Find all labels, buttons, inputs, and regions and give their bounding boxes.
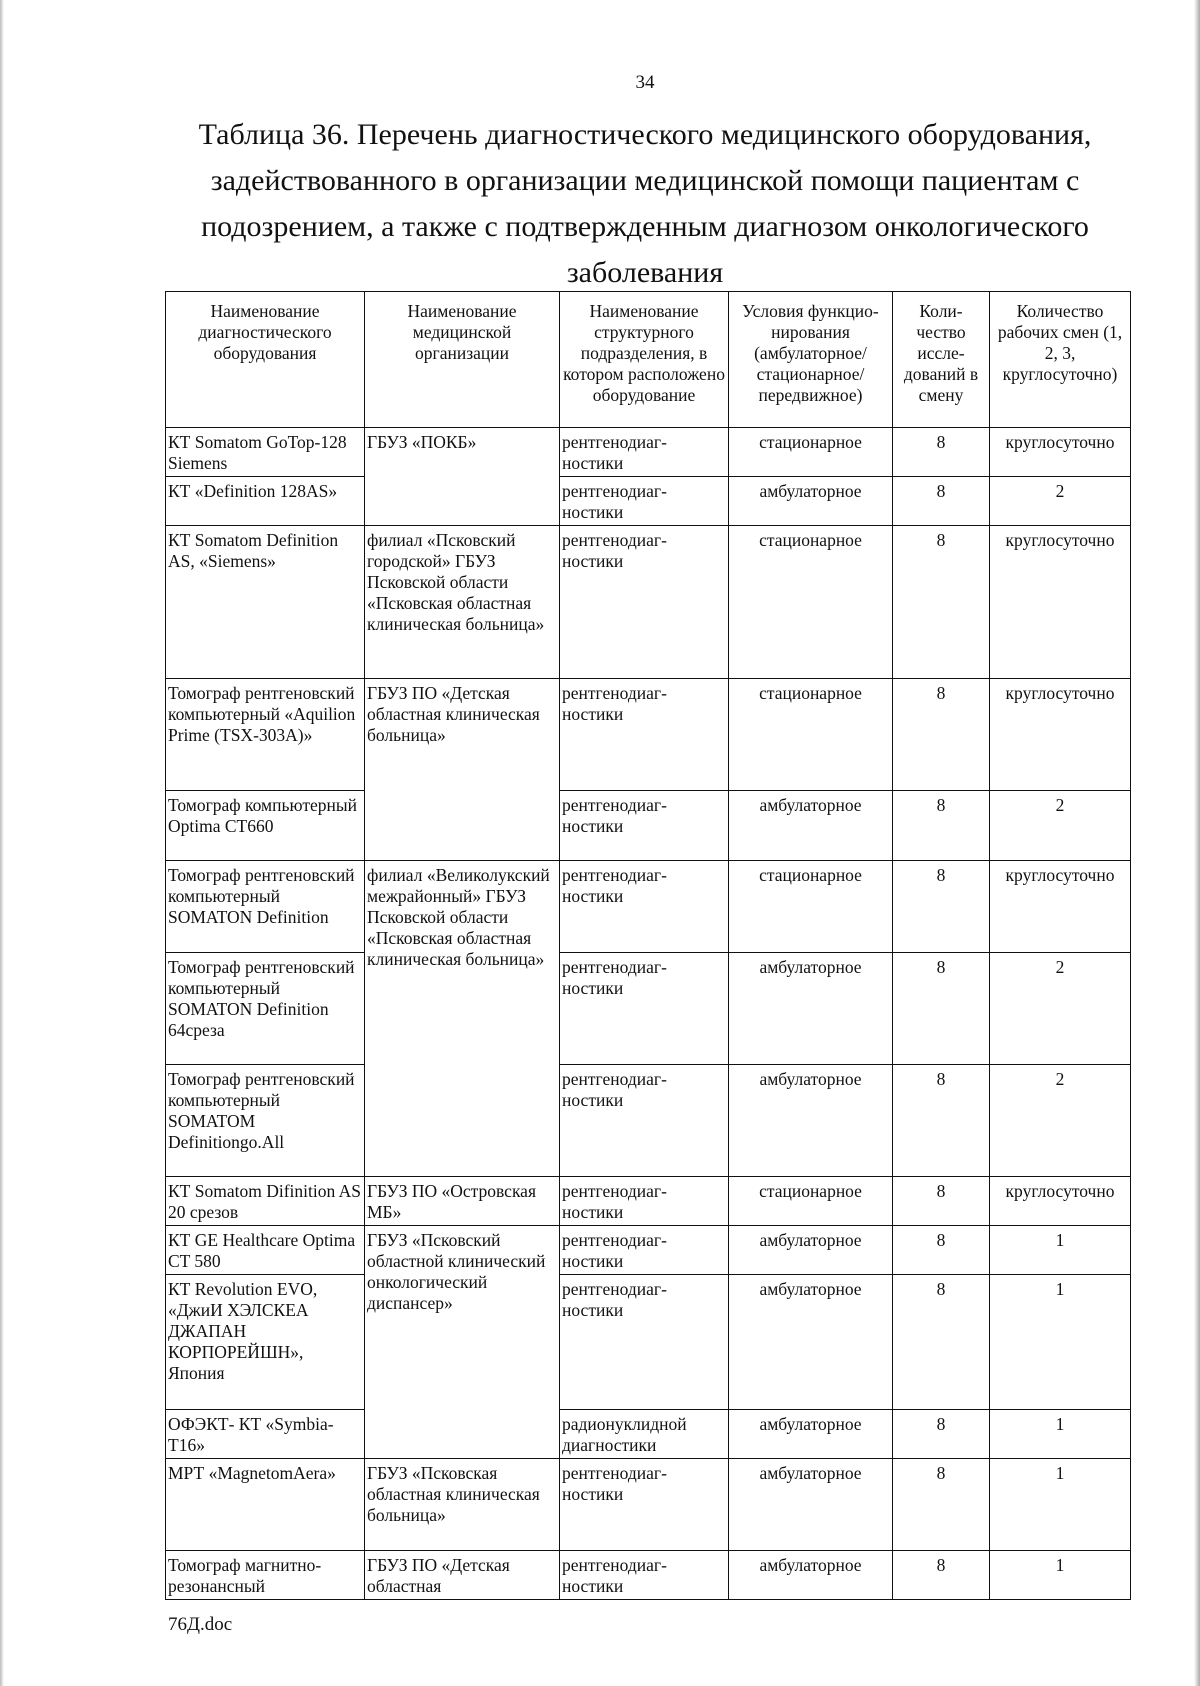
cell-conditions: амбулаторное (729, 1459, 893, 1551)
cell-unit: рентгенодиаг-ностики (560, 1177, 729, 1226)
cell-studies: 8 (893, 1410, 990, 1459)
cell-studies: 8 (893, 1275, 990, 1410)
header-equipment: Наименование диагностического оборудования (166, 292, 365, 428)
cell-equipment: МРТ «MagnetomAera» (166, 1459, 365, 1551)
cell-studies: 8 (893, 526, 990, 679)
table-row (166, 1459, 1131, 1551)
cell-shifts: 1 (990, 1459, 1131, 1551)
cell-unit: рентгенодиаг-ностики (560, 953, 729, 1065)
cell-shifts: круглосуточно (990, 1177, 1131, 1226)
cell-unit: рентгенодиаг-ностики (560, 428, 729, 477)
table-row (166, 1226, 1131, 1275)
table-row (166, 1410, 1131, 1459)
cell-equipment: КТ GE Healthcare Optima CT 580 (166, 1226, 365, 1275)
cell-shifts: 1 (990, 1275, 1131, 1410)
scan-edge-left (0, 0, 4, 1686)
cell-equipment: КТ Somatom GoTop-128 Siemens (166, 428, 365, 477)
table-row (166, 1177, 1131, 1226)
cell-equipment: Томограф компьютерный Optima CT660 (166, 791, 365, 861)
cell-shifts: 2 (990, 477, 1131, 526)
table-row (166, 477, 1131, 526)
table-row (166, 953, 1131, 1065)
cell-conditions: амбулаторное (729, 1226, 893, 1275)
cell-shifts: 2 (990, 1065, 1131, 1177)
cell-organization: ГБУЗ «ПОКБ» (365, 428, 560, 526)
cell-conditions: стационарное (729, 1177, 893, 1226)
cell-unit: рентгенодиаг-ностики (560, 1226, 729, 1275)
cell-shifts: 1 (990, 1410, 1131, 1459)
table-row (166, 861, 1131, 953)
cell-studies: 8 (893, 428, 990, 477)
header-organization: Наименование медицинской организации (365, 292, 560, 428)
cell-unit: рентгенодиаг-ностики (560, 679, 729, 791)
cell-unit: рентгенодиаг-ностики (560, 477, 729, 526)
cell-conditions: стационарное (729, 861, 893, 953)
cell-conditions: амбулаторное (729, 1410, 893, 1459)
table-row (166, 679, 1131, 791)
header-unit: Наименование структурного подразделения, в котором расположено оборудование (560, 292, 729, 428)
cell-equipment: КТ Somatom Definition AS, «Siemens» (166, 526, 365, 679)
cell-conditions: амбулаторное (729, 1275, 893, 1410)
cell-equipment: Томограф магнитно-резонансный (166, 1551, 365, 1600)
cell-organization: ГБУЗ ПО «Детская областная (365, 1551, 560, 1600)
table-row (166, 1551, 1131, 1600)
cell-shifts: круглосуточно (990, 526, 1131, 679)
table-row (166, 526, 1131, 679)
cell-shifts: круглосуточно (990, 861, 1131, 953)
header-shifts: Количество рабочих смен (1, 2, 3, круглосуточно) (990, 292, 1131, 428)
cell-studies: 8 (893, 1551, 990, 1600)
document-filename: 76Д.doc (168, 1614, 233, 1635)
cell-unit: рентгенодиаг-ностики (560, 1551, 729, 1600)
table-row (166, 1275, 1131, 1410)
cell-conditions: амбулаторное (729, 953, 893, 1065)
cell-conditions: амбулаторное (729, 1065, 893, 1177)
header-studies-per-shift: Коли-чество иссле-дований в смену (893, 292, 990, 428)
cell-shifts: 1 (990, 1551, 1131, 1600)
cell-studies: 8 (893, 861, 990, 953)
cell-shifts: круглосуточно (990, 428, 1131, 477)
cell-conditions: стационарное (729, 428, 893, 477)
cell-shifts: круглосуточно (990, 679, 1131, 791)
cell-unit: рентгенодиаг-ностики (560, 1065, 729, 1177)
equipment-table (165, 291, 1131, 1600)
page-number: 34 (635, 72, 655, 93)
cell-equipment: КТ «Definition 128AS» (166, 477, 365, 526)
header-conditions: Условия функцио-нирования (амбулаторное/ стационарное/ передвижное) (729, 292, 893, 428)
cell-equipment: КТ Revolution EVO, «ДжиИ ХЭЛСКЕА ДЖАПАН КОРПОРЕЙШН», Япония (166, 1275, 365, 1410)
table-header-row (166, 292, 1131, 428)
cell-equipment: Томограф рентгеновский компьютерный SOMATON Definition (166, 861, 365, 953)
cell-organization: ГБУЗ «Псковская областная клиническая больница» (365, 1459, 560, 1551)
cell-conditions: стационарное (729, 679, 893, 791)
cell-conditions: амбулаторное (729, 1551, 893, 1600)
cell-equipment: ОФЭКТ- КТ «Symbia-T16» (166, 1410, 365, 1459)
cell-equipment: Томограф рентгеновский компьютерный SOMATOM Definitiongo.All (166, 1065, 365, 1177)
cell-shifts: 2 (990, 791, 1131, 861)
cell-equipment: Томограф рентгеновский компьютерный «Aquilion Prime (TSX-303A)» (166, 679, 365, 791)
cell-studies: 8 (893, 791, 990, 861)
cell-unit: рентгенодиаг-ностики (560, 861, 729, 953)
cell-equipment: КТ Somatom Difinition AS 20 срезов (166, 1177, 365, 1226)
cell-organization: филиал «Псковский городской» ГБУЗ Псковской области «Псковская областная клиническая больница» (365, 526, 560, 679)
table-row (166, 1065, 1131, 1177)
cell-unit: радионуклидной диагностики (560, 1410, 729, 1459)
cell-unit: рентгенодиаг-ностики (560, 1275, 729, 1410)
cell-studies: 8 (893, 1177, 990, 1226)
cell-conditions: амбулаторное (729, 791, 893, 861)
table-row (166, 428, 1131, 477)
cell-unit: рентгенодиаг-ностики (560, 1459, 729, 1551)
cell-studies: 8 (893, 1226, 990, 1275)
cell-studies: 8 (893, 477, 990, 526)
cell-unit: рентгенодиаг-ностики (560, 791, 729, 861)
cell-conditions: амбулаторное (729, 477, 893, 526)
table-title: Таблица 36. Перечень диагностического медицинского оборудования, задействованного в организации медицинской помощи пациентам с подозрением, а также с подтвержденным диагнозом онкологического заболевания (198, 118, 1092, 289)
cell-conditions: стационарное (729, 526, 893, 679)
cell-studies: 8 (893, 1459, 990, 1551)
cell-organization: филиал «Великолукский межрайонный» ГБУЗ Псковской области «Псковская областная клиническая больница» (365, 861, 560, 1177)
cell-studies: 8 (893, 679, 990, 791)
table-row (166, 791, 1131, 861)
cell-studies: 8 (893, 1065, 990, 1177)
cell-organization: ГБУЗ «Псковский областной клинический онкологический диспансер» (365, 1226, 560, 1459)
cell-shifts: 2 (990, 953, 1131, 1065)
cell-organization: ГБУЗ ПО «Островская МБ» (365, 1177, 560, 1226)
cell-shifts: 1 (990, 1226, 1131, 1275)
cell-equipment: Томограф рентгеновский компьютерный SOMATON Definition 64среза (166, 953, 365, 1065)
cell-studies: 8 (893, 953, 990, 1065)
cell-organization: ГБУЗ ПО «Детская областная клиническая больница» (365, 679, 560, 861)
scan-edge-right (1194, 0, 1200, 1686)
cell-unit: рентгенодиаг-ностики (560, 526, 729, 679)
